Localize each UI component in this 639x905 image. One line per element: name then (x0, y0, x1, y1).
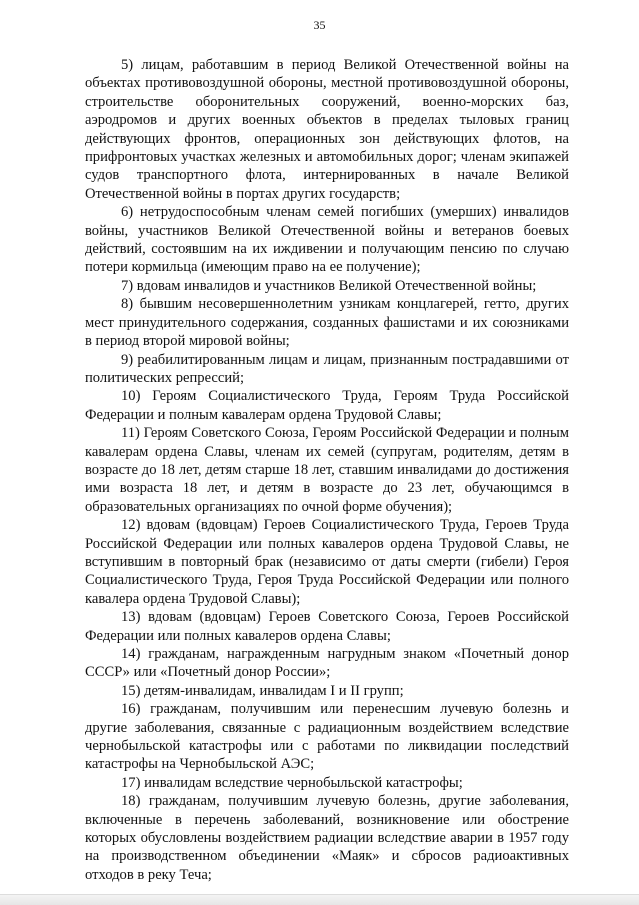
list-item: 14) гражданам, награжденным нагрудным знаком «Почетный донор СССР» или «Почетный донор России»; (85, 646, 569, 681)
list-item: 18) гражданам, получившим лучевую болезнь, другие заболевания, включенные в перечень заболеваний, возникновение или обострение которых обусловлены воздействием радиации вследствие аварии в 1957 году на производственном объединении «Маяк» и сбросов радиоактивных отходов в реку Теча; (85, 793, 569, 883)
list-item: 10) Героям Социалистического Труда, Героям Труда Российской Федерации и полным кавалерам ордена Трудовой Славы; (85, 388, 569, 423)
list-item: 11) Героям Советского Союза, Героям Российской Федерации и полным кавалерам ордена Славы, членам их семей (супругам, родителям, детям в возрасте до 18 лет, детям старше 18 лет, ставшим инвалидами до достижения ими возраста 18 лет, и детям в возрасте до 23 лет, обучающимся в образовательных организациях по очной форме обучения); (85, 425, 569, 515)
list-item: 12) вдовам (вдовцам) Героев Социалистического Труда, Героев Труда Российской Федерации или полных кавалеров ордена Трудовой Славы, не вступившим в повторный брак (независимо от даты смерти (гибели) Героя Социалистического Труда, Героя Труда Российской Федерации или полного кавалера ордена Трудовой Славы); (85, 517, 569, 607)
list-item: 9) реабилитированным лицам и лицам, признанным пострадавшими от политических репрессий; (85, 351, 569, 386)
page-bottom-edge (0, 894, 639, 905)
page-number: 35 (313, 18, 326, 32)
list-item: 6) нетрудоспособным членам семей погибших (умерших) инвалидов войны, участников Великой Отечественной войны и ветеранов боевых действий, состоявшим на их иждивении и получающим пенсию по случаю потери кормильца (имеющим право на ее получение); (85, 204, 569, 276)
document-body (85, 56, 569, 884)
list-item: 16) гражданам, получившим или перенесшим лучевую болезнь и другие заболевания, связанные с радиационным воздействием вследствие чернобыльской катастрофы или с работами по ликвидации последствий катастрофы на Чернобыльской АЭС; (85, 701, 569, 773)
list-item: 5) лицам, работавшим в период Великой Отечественной войны на объектах противовоздушной обороны, местной противовоздушной обороны, строительстве оборонительных сооружений, военно-морских баз, аэродромов и других военных объектов в пределах тыловых границ действующих фронтов, операционных зон действующих флотов, на прифронтовых участках железных и автомобильных дорог; членам экипажей судов транспортного флота, интернированных в начале Великой Отечественной войны в портах других государств; (85, 57, 569, 202)
list-item: 17) инвалидам вследствие чернобыльской катастрофы; (121, 774, 463, 791)
list-item: 8) бывшим несовершеннолетним узникам концлагерей, гетто, других мест принудительного содержания, созданных фашистами и их союзниками в период второй мировой войны; (85, 296, 569, 350)
list-item: 7) вдовам инвалидов и участников Великой Отечественной войны; (121, 277, 537, 294)
list-item: 13) вдовам (вдовцам) Героев Советского Союза, Героев Российской Федерации или полных кавалеров ордена Славы; (85, 609, 569, 644)
list-item: 15) детям-инвалидам, инвалидам I и II групп; (121, 682, 404, 699)
